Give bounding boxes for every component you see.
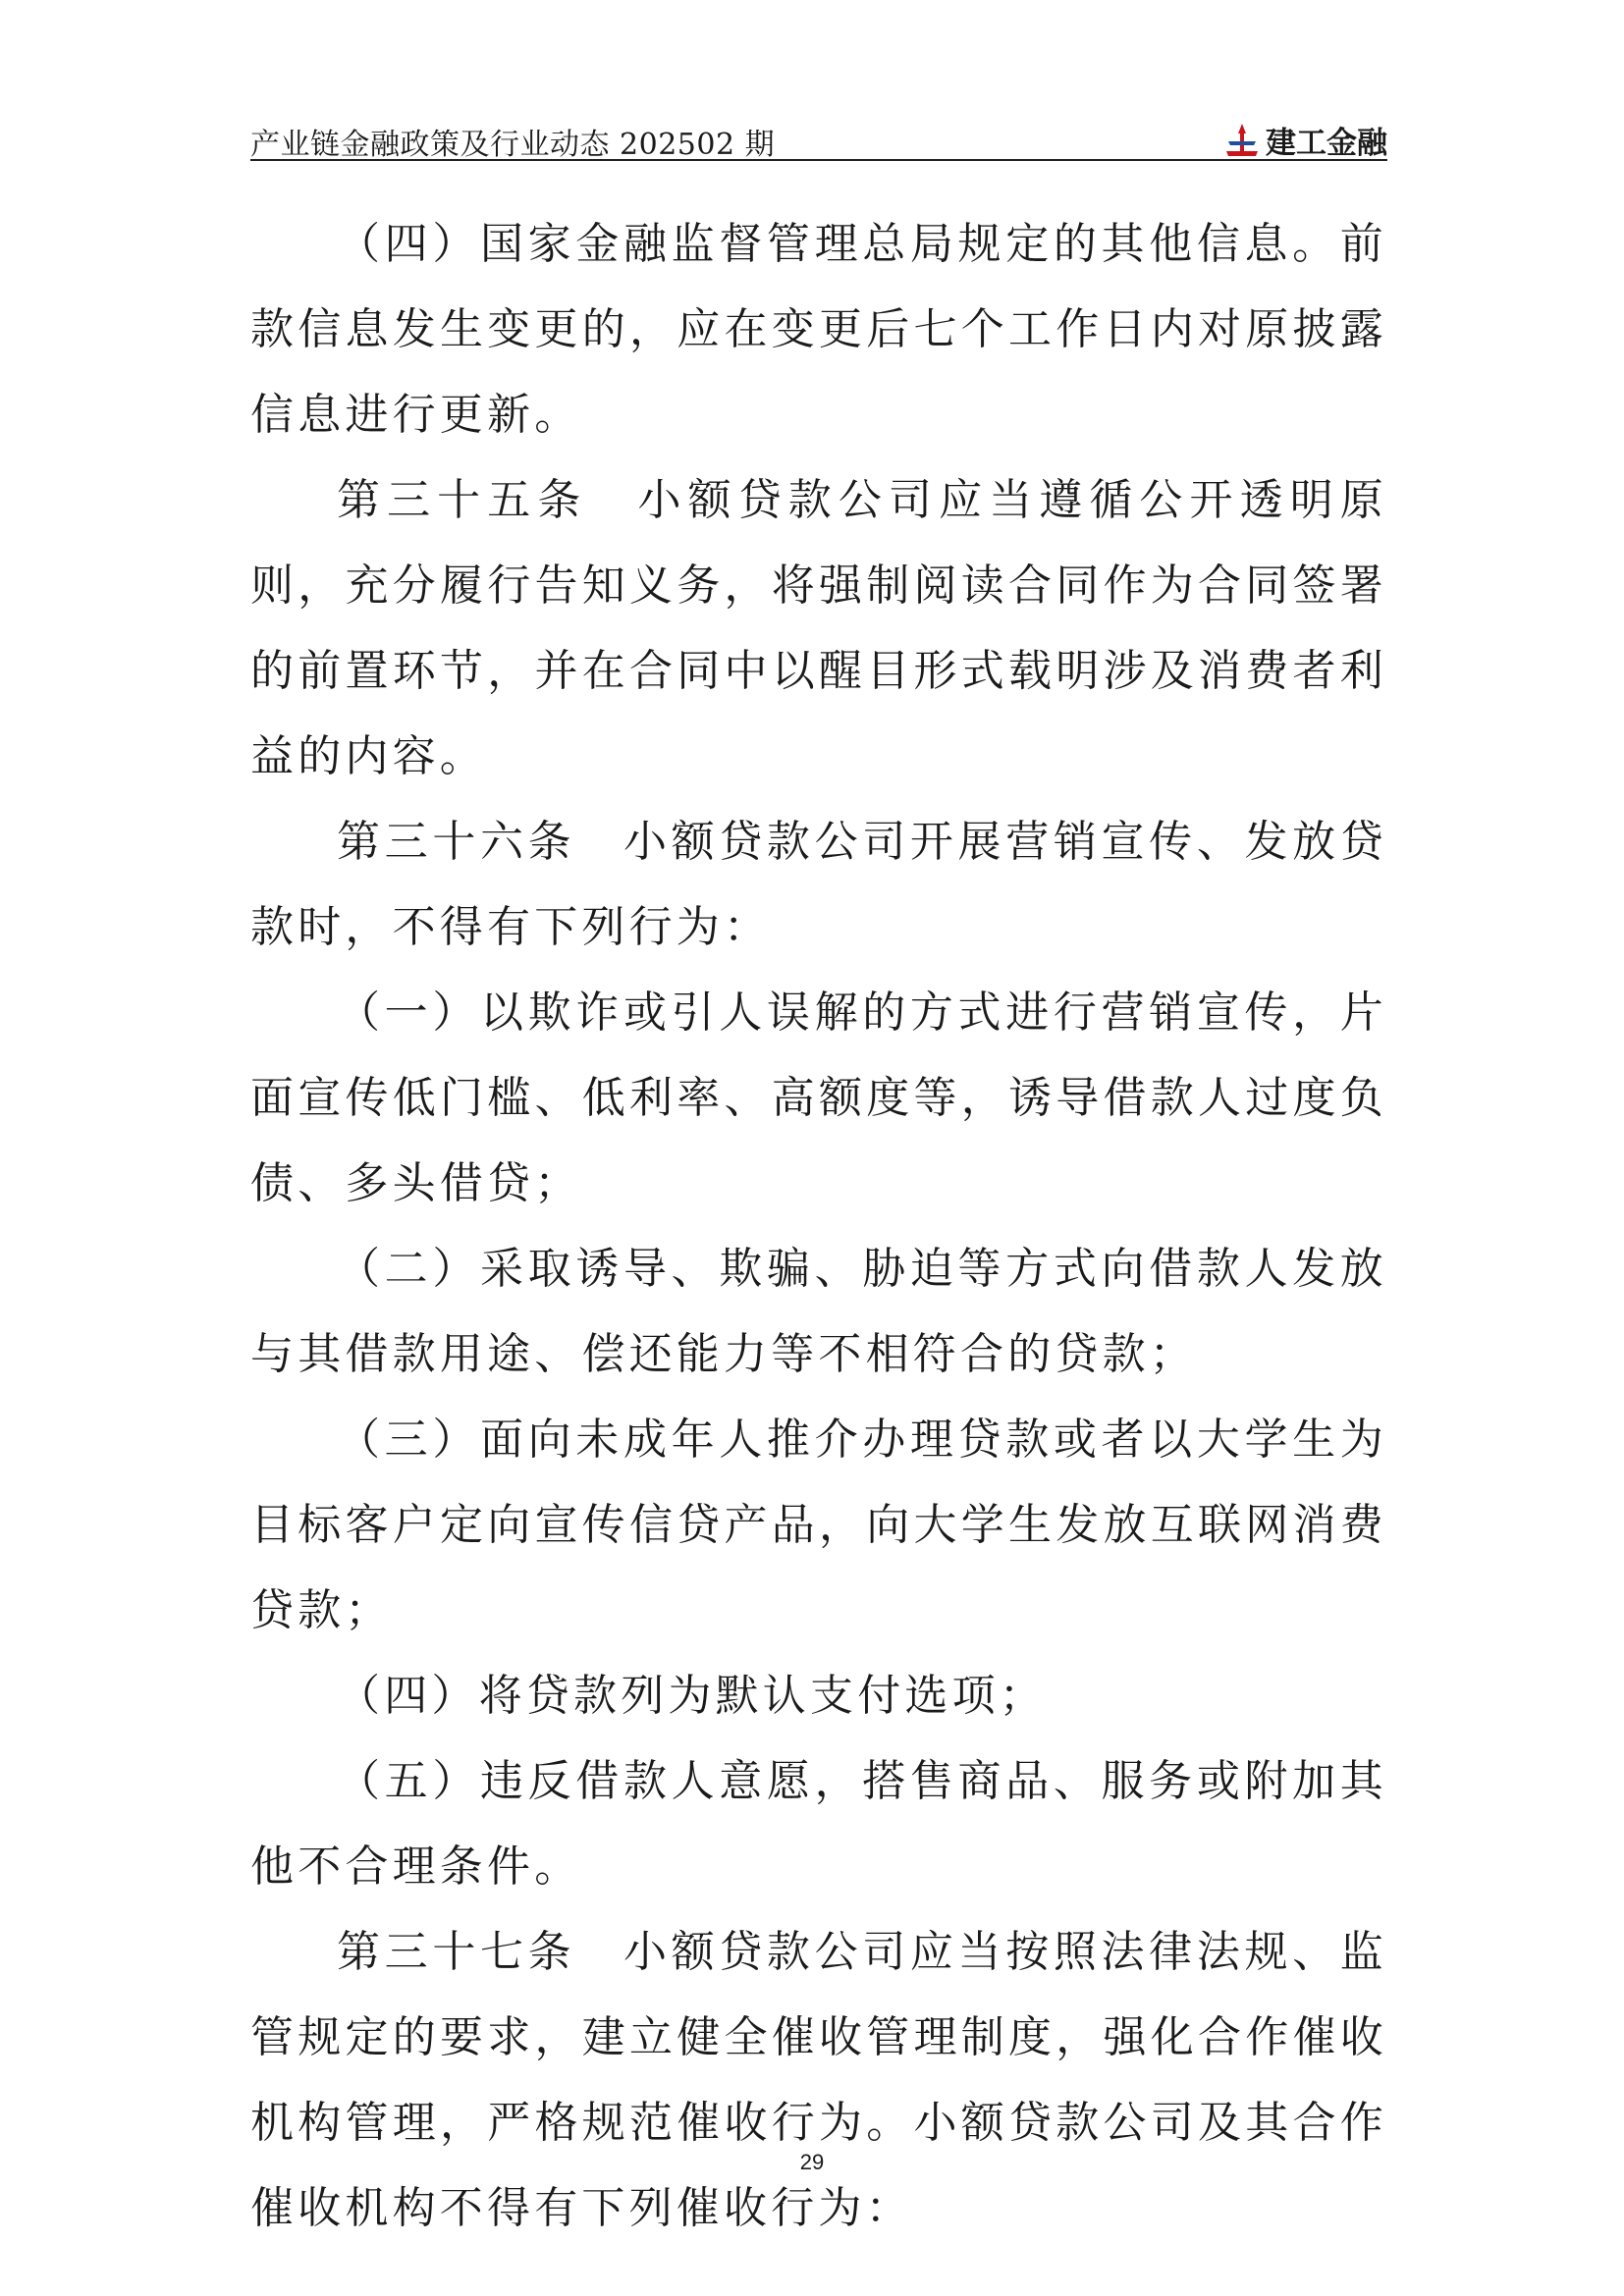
page-header bbox=[250, 110, 1387, 161]
paragraph: 第三十六条 小额贷款公司开展营销宣传、发放贷款时，不得有下列行为： bbox=[250, 817, 1387, 952]
publication-title: 产业链金融政策及行业动态 202502 期 bbox=[250, 128, 776, 162]
paragraph: （一）以欺诈或引人误解的方式进行营销宣传，片面宣传低门槛、低利率、高额度等，诱导借款人过度负债、多头借贷； bbox=[250, 988, 1387, 1208]
brand-name: 建工金融 bbox=[1266, 126, 1387, 161]
document-body bbox=[250, 201, 1387, 2251]
paragraph: （四）国家金融监督管理总局规定的其他信息。前款信息发生变更的，应在变更后七个工作日内对原披露信息进行更新。 bbox=[250, 219, 1387, 440]
jiangong-logo-icon bbox=[1224, 122, 1260, 159]
paragraph: （四）将贷款列为默认支付选项； bbox=[337, 1671, 1047, 1721]
page-number: 29 bbox=[799, 2150, 825, 2174]
brand bbox=[1224, 118, 1387, 162]
paragraph: （三）面向未成年人推介办理贷款或者以大学生为目标客户定向宣传信贷产品，向大学生发放互联网消费贷款； bbox=[250, 1415, 1387, 1635]
paragraph: 第三十五条 小额贷款公司应当遵循公开透明原则，充分履行告知义务，将强制阅读合同作为合同签署的前置环节，并在合同中以醒目形式载明涉及消费者利益的内容。 bbox=[250, 475, 1387, 781]
paragraph: 第三十七条 小额贷款公司应当按照法律法规、监管规定的要求，建立健全催收管理制度，强化合作催收机构管理，严格规范催收行为。小额贷款公司及其合作催收机构不得有下列催收行为： bbox=[250, 1927, 1387, 2233]
paragraph: （五）违反借款人意愿，搭售商品、服务或附加其他不合理条件。 bbox=[250, 1756, 1387, 1892]
paragraph: （二）采取诱导、欺骗、胁迫等方式向借款人发放与其借款用途、偿还能力等不相符合的贷款； bbox=[250, 1244, 1387, 1379]
